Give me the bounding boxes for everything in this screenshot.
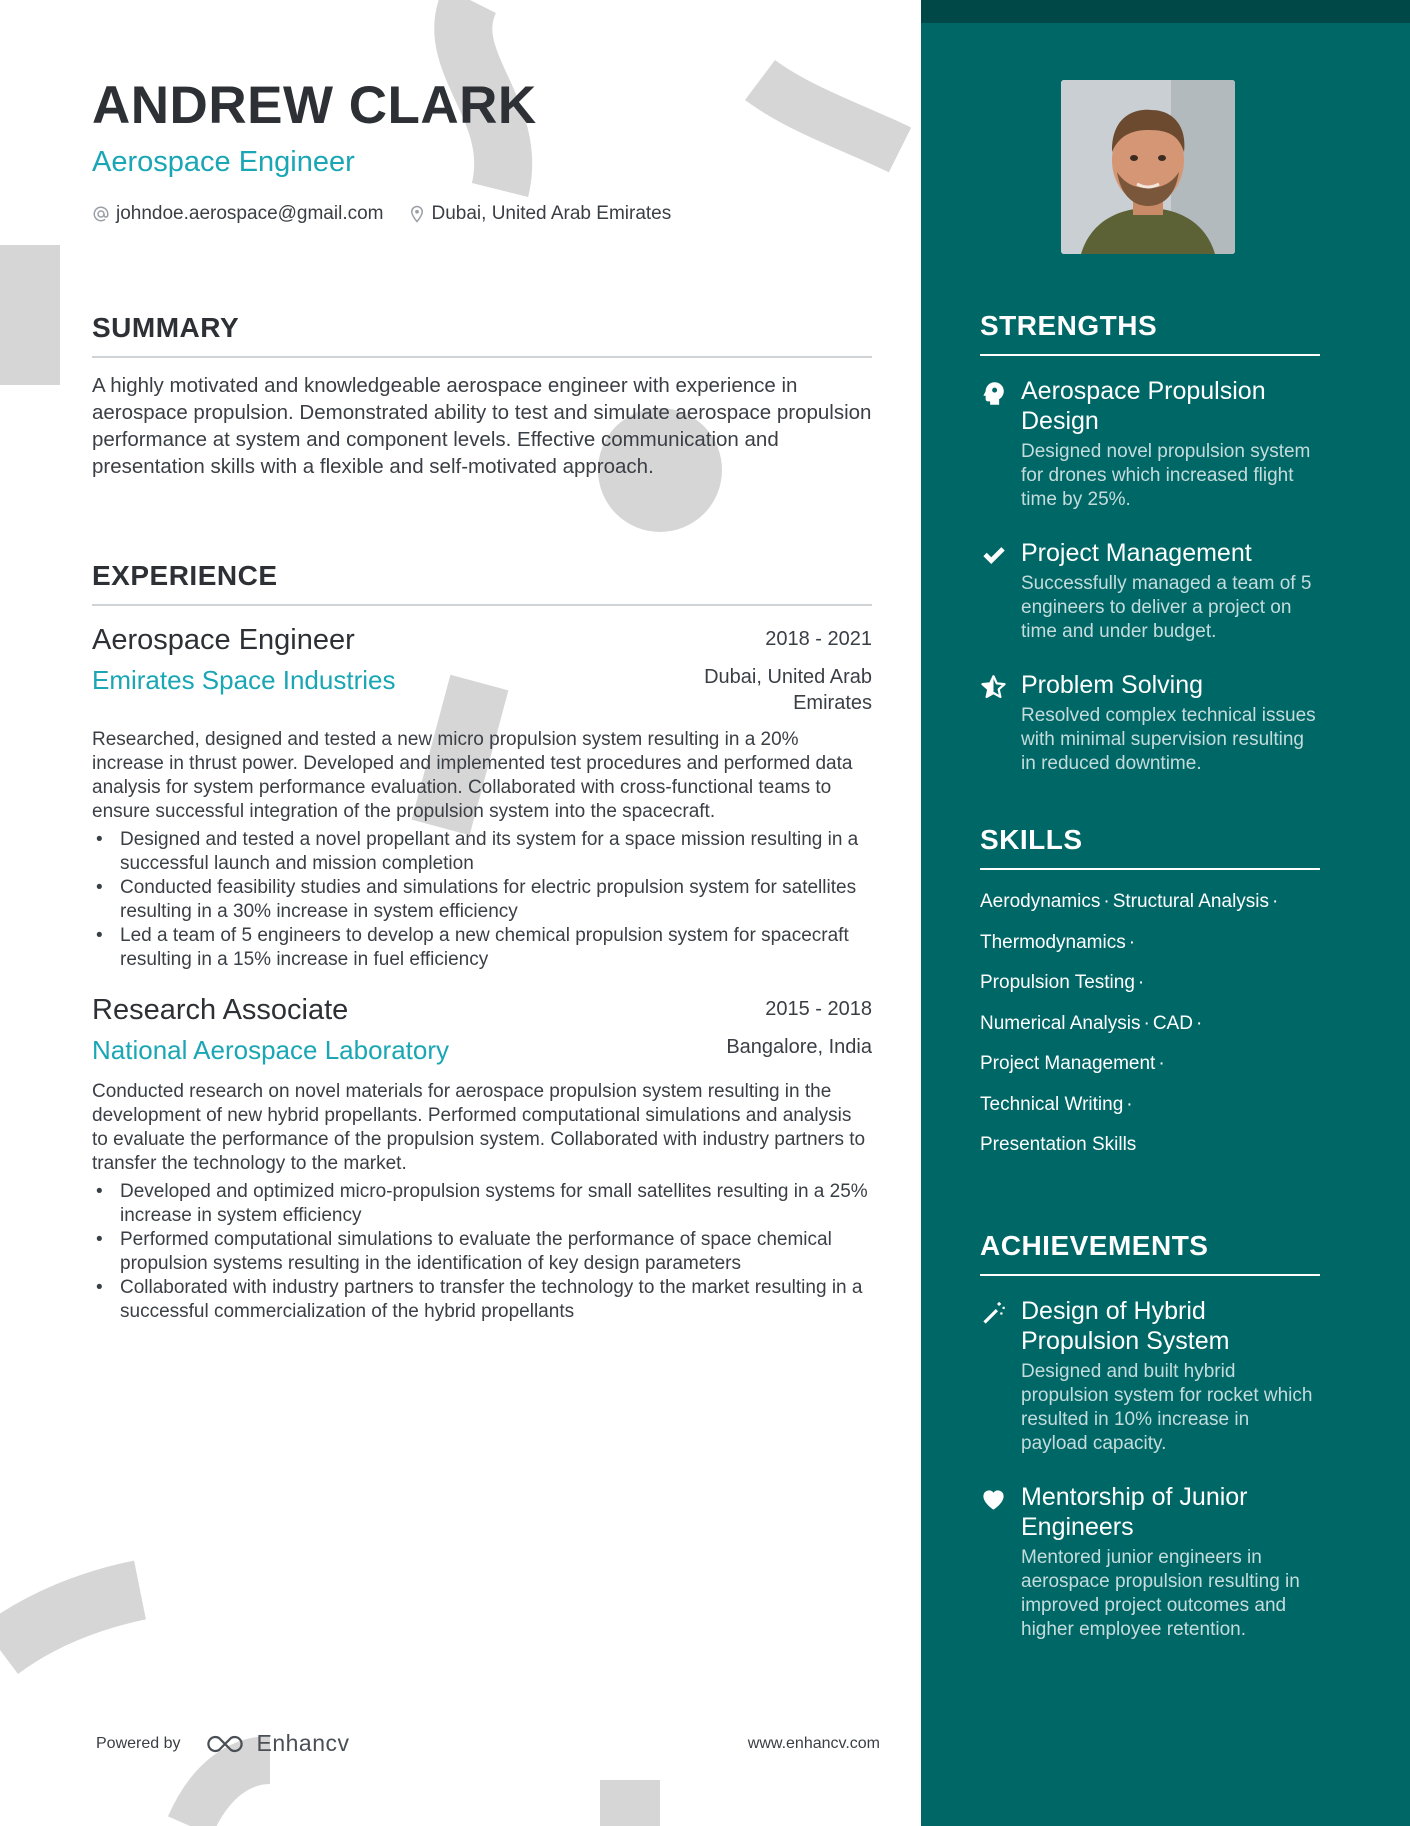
bullet-item: • Led a team of 5 engineers to develop a new chemical propulsion system for spacecraft resulting in a 15% increase in fuel efficiency — [92, 924, 872, 972]
skill-row: Project Management · — [980, 1053, 1165, 1074]
profile-photo — [1061, 80, 1235, 254]
sidebar-content — [980, 308, 1320, 1642]
website-link[interactable]: www.enhancv.com — [747, 1734, 880, 1752]
job-dates: 2015 - 2018 — [765, 998, 872, 1020]
skill-tag: CAD — [1152, 1012, 1193, 1034]
section-divider — [980, 354, 1320, 356]
job-role: Aerospace Engineer — [92, 624, 355, 656]
bullet-item: • Designed and tested a novel propellant and its system for a space mission resulting in a successful launch and mission completion — [92, 828, 872, 876]
bullet-item: • Performed computational simulations to evaluate the performance of space chemical propulsion systems resulting in the identification of key design parameters — [92, 1228, 872, 1276]
skill-tag: Presentation Skills — [980, 1134, 1137, 1155]
job-entry — [92, 622, 872, 972]
job-bullets — [92, 1180, 872, 1324]
location-contact — [408, 203, 672, 225]
experience-title: EXPERIENCE — [92, 560, 278, 591]
achievement-text: Designed and built hybrid propulsion system for rocket which resulted in 10% increase in payload capacity. — [1021, 1360, 1313, 1454]
powered-by-label: Powered by — [96, 1734, 181, 1752]
summary-title: SUMMARY — [92, 312, 240, 343]
email-contact[interactable] — [92, 203, 384, 225]
summary-text: A highly motivated and knowledgeable aerospace engineer with experience in aerospace propulsion. Demonstrated ability to test and simulate aerospace propulsion performance at system and component levels. Effective communication and presentation skills with a flexible and self-motivated approach. — [92, 374, 872, 478]
skill-tag: Thermodynamics — [980, 931, 1126, 953]
job-description: Researched, designed and tested a new micro propulsion system resulting in a 20% increase in thrust power. Developed and implemented test procedures and performed data analysis for system performance evaluation. Collaborated with cross-functional teams to ensure successful integration of the propulsion system into the spacecraft. — [92, 729, 853, 822]
strength-item — [980, 376, 1320, 512]
skill-row: Numerical Analysis · CAD · — [980, 1012, 1203, 1034]
bullet-item: • Developed and optimized micro-propulsion systems for small satellites resulting in a 25% increase in system efficiency — [92, 1180, 872, 1228]
job-location-line: Bangalore, India — [726, 1036, 872, 1058]
achievement-item — [980, 1482, 1320, 1642]
job-location-line: Emirates — [793, 692, 872, 714]
sidebar-top-band — [921, 0, 1410, 23]
strength-text: Successfully managed a team of 5 engineers to deliver a project on time and under budget. — [1021, 573, 1312, 642]
achievement-title: Design of Hybrid Propulsion System — [1021, 1296, 1230, 1355]
skill-tag: Structural Analysis — [1112, 891, 1270, 912]
job-bullets — [92, 828, 872, 972]
skill-tag: Project Management — [980, 1053, 1156, 1074]
skill-row: Aerodynamics · Structural Analysis · — [980, 891, 1279, 912]
job-company: National Aerospace Laboratory — [92, 1035, 450, 1065]
main-column — [92, 70, 872, 1322]
strength-item — [980, 538, 1320, 644]
candidate-title: Aerospace Engineer — [92, 146, 355, 178]
skills-list — [980, 882, 1320, 1166]
skills-title: SKILLS — [980, 824, 1083, 855]
powered-by — [96, 1730, 350, 1757]
skill-row — [980, 1125, 1320, 1166]
strength-item — [980, 670, 1320, 776]
job-company: Emirates Space Industries — [92, 665, 396, 695]
skill-row: Technical Writing · — [980, 1093, 1133, 1115]
email-text[interactable]: johndoe.aerospace@gmail.com — [116, 203, 384, 224]
section-divider — [980, 868, 1320, 870]
brain-icon — [980, 380, 1007, 407]
job-location — [726, 1034, 872, 1060]
skill-tag: Aerodynamics — [980, 891, 1101, 912]
skill-row: Propulsion Testing · — [980, 972, 1145, 993]
brand-name: Enhancv — [256, 1730, 350, 1756]
job-role: Research Associate — [92, 994, 349, 1026]
achievement-item — [980, 1296, 1320, 1456]
bullet-item: • Collaborated with industry partners to transfer the technology to the market resulting in a successful commercialization of the hybrid propellants — [92, 1276, 872, 1324]
section-divider — [92, 356, 872, 358]
section-divider — [980, 1274, 1320, 1276]
job-location — [704, 664, 872, 716]
skill-tag: Propulsion Testing — [980, 972, 1135, 993]
sidebar — [921, 0, 1410, 1826]
job-entry — [92, 992, 872, 1324]
achievement-text: Mentored junior engineers in aerospace propulsion resulting in improved project outcomes and higher employee retention. — [1021, 1546, 1300, 1640]
magic-wand-icon — [980, 1300, 1007, 1327]
section-divider — [92, 604, 872, 606]
map-pin-icon — [408, 205, 426, 223]
skill-tag: Numerical Analysis — [980, 1012, 1141, 1034]
brand-logo[interactable] — [203, 1730, 350, 1757]
experience-section — [92, 558, 872, 1324]
bullet-item: • Conducted feasibility studies and simulations for electric propulsion system for satellites resulting in a 30% increase in system efficiency — [92, 876, 872, 924]
achievements-title: ACHIEVEMENTS — [980, 1229, 1209, 1261]
strength-title: Problem Solving — [1021, 671, 1204, 699]
job-dates: 2018 - 2021 — [765, 628, 872, 650]
strength-title: Project Management — [1021, 539, 1252, 567]
job-location-line: Dubai, United Arab — [704, 666, 872, 688]
job-description: Conducted research on novel materials for aerospace propulsion system resulting in the development of new hybrid propellants. Performed computational simulations and analysis to evaluate the performance of the propulsion system. Collaborated with industry partners to transfer the technology to the market. — [92, 1081, 866, 1174]
footer — [96, 1730, 880, 1757]
strengths-title: STRENGTHS — [980, 310, 1158, 341]
skill-tag: Technical Writing — [980, 1093, 1124, 1115]
at-icon — [92, 205, 110, 223]
location-text: Dubai, United Arab Emirates — [431, 203, 672, 224]
candidate-name: ANDREW CLARK — [92, 76, 537, 135]
star-half-icon — [980, 674, 1007, 701]
skill-row: Thermodynamics · — [980, 931, 1136, 953]
heart-icon — [980, 1486, 1007, 1513]
strength-text: Designed novel propulsion system for drones which increased flight time by 25%. — [1021, 441, 1311, 510]
summary-section — [92, 310, 872, 480]
strength-title: Aerospace Propulsion Design — [1021, 377, 1266, 435]
strength-text: Resolved complex technical issues with minimal supervision resulting in reduced downtime. — [1021, 705, 1316, 774]
check-icon — [980, 542, 1007, 569]
achievement-title: Mentorship of Junior Engineers — [1021, 1482, 1248, 1541]
enhancv-logo-icon — [203, 1733, 247, 1755]
contact-info — [92, 203, 872, 225]
